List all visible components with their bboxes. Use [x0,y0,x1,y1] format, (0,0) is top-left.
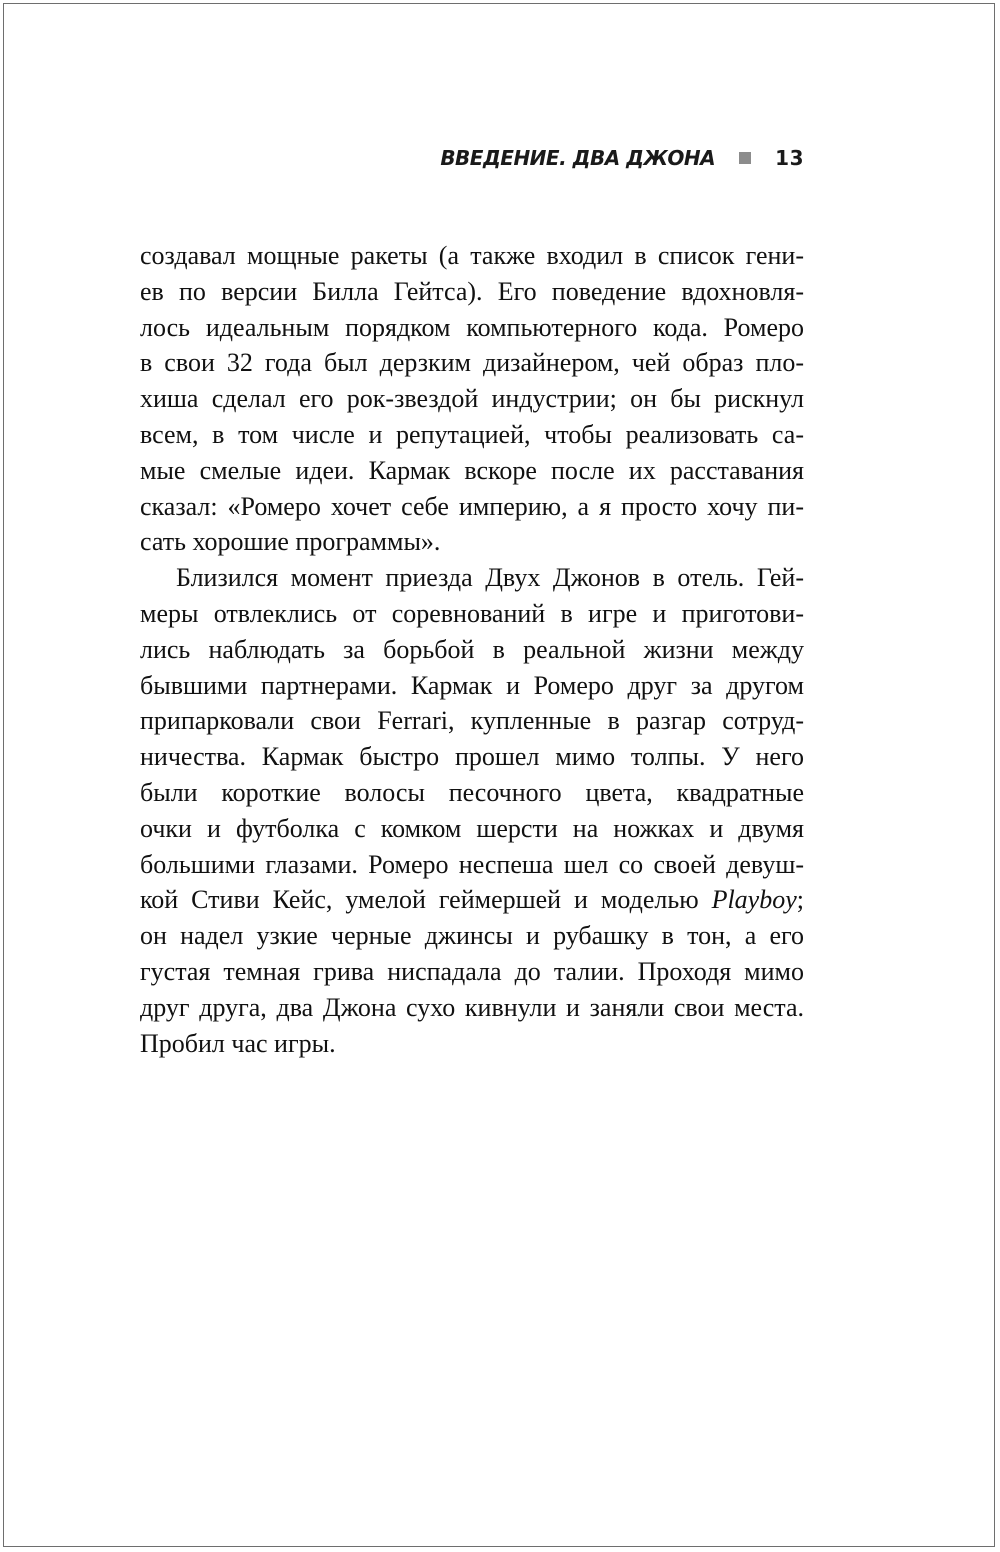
text-line [140,739,804,775]
paragraph [140,560,804,1061]
text-line [140,310,804,346]
text-run: ев по версии Билла Гейтса). Его поведение вдохновля- [140,276,804,306]
text-line [140,238,804,274]
section-title: ВВЕДЕНИЕ. ДВА ДЖОНА [440,146,716,170]
text-line [140,274,804,310]
text-line [140,596,804,632]
text-line [140,417,804,453]
text-run: большими глазами. Ромеро неспеша шел со своей девуш- [140,849,804,879]
paragraph [140,238,804,560]
text-run: лось идеальным порядком компьютерного кода. Ромеро [140,312,804,342]
text-line [140,811,804,847]
text-line [140,489,804,525]
text-line [140,918,804,954]
text-line [140,847,804,883]
text-run: меры отвлеклись от соревнований в игре и приготови- [140,598,804,628]
italic-term: Playboy [711,885,797,915]
text-line [140,954,804,990]
text-run: Близился момент приезда Двух Джонов в отель. Гей- [176,563,804,593]
text-run: друг друга, два Джона сухо кивнули и заняли свои места. [140,992,804,1022]
text-run: Пробил час игры. [140,1028,336,1058]
running-header [140,142,804,174]
text-line [140,882,804,918]
text-line [140,668,804,704]
text-run: ; [796,885,804,915]
text-line [140,524,804,560]
text-run: очки и футболка с комком шерсти на ножках и двумя [140,813,804,843]
text-run: создавал мощные ракеты (а также входил в список гени- [140,241,804,270]
separator-square-icon [739,152,751,164]
text-line [140,345,804,381]
text-line [140,1026,804,1062]
text-run: мые смелые идеи. Кармак вскоре после их расставания [140,455,804,485]
text-line [140,775,804,811]
text-run: сказал: «Ромеро хочет себе империю, а я просто хочу пи- [140,491,804,521]
text-run: были короткие волосы песочного цвета, квадратные [140,777,804,807]
text-run: сать хорошие программы». [140,527,441,557]
text-run: лись наблюдать за борьбой в реальной жизни между [140,634,804,664]
text-line [140,703,804,739]
body-text [140,238,804,1061]
text-line [140,560,804,596]
text-run: ничества. Кармак быстро прошел мимо толпы. У него [140,742,804,772]
text-run: припарковали свои Ferrari, купленные в разгар сотруд- [140,706,804,736]
text-run: густая темная грива ниспадала до талии. Проходя мимо [140,956,804,986]
text-line [140,381,804,417]
page-number: 13 [775,146,804,170]
text-run: кой Стиви Кейс, умелой геймершей и моделью [140,885,712,915]
text-run: всем, в том числе и репутацией, чтобы реализовать са- [140,419,804,449]
text-run: в свои 32 года был дерзким дизайнером, чей образ пло- [140,348,804,378]
text-line [140,632,804,668]
text-run: он надел узкие черные джинсы и рубашку в тон, а его [140,921,804,951]
text-run: хиша сделал его рок-звездой индустрии; он бы рискнул [140,384,804,414]
text-run: бывшими партнерами. Кармак и Ромеро друг за другом [140,670,804,700]
text-line [140,453,804,489]
text-line [140,990,804,1026]
